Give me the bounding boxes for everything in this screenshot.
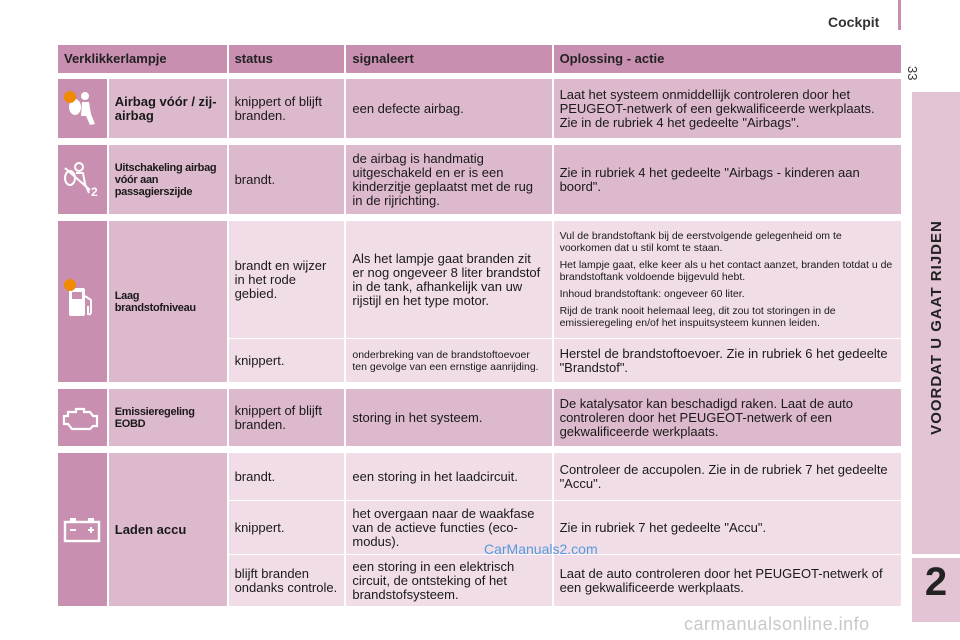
fuel-action-1 — [554, 221, 901, 339]
fuel-name: Laag brandstofniveau — [109, 221, 227, 383]
airbag-off-icon-cell — [58, 145, 107, 215]
passenger-airbag-action: Zie in rubriek 4 het gedeelte "Airbags - kinderen aan boord". — [554, 145, 901, 215]
warning-dot-icon — [64, 91, 76, 103]
fuel-action-line: Rijd de trank nooit helemaal leeg, dit zou tot storingen in de emissieregeling en/of het inspuitsysteem kunnen leiden. — [559, 305, 836, 329]
charging-status-1: brandt. — [229, 453, 345, 501]
fuel-icon-cell — [58, 221, 107, 383]
warning-dot-icon — [64, 279, 76, 291]
footer-watermark: carmanualsonline.info — [684, 614, 870, 634]
fuel-action-line: Het lampje gaat, elke keer als u het contact aanzet, branden totdat u de brandstoftank voldoende bijgevuld hebt. — [559, 259, 893, 283]
airbag-off-icon — [62, 160, 102, 200]
fuel-status-2: knippert. — [229, 339, 345, 383]
table-row — [58, 453, 901, 501]
charging-action-1: Controleer de accupolen. Zie in de rubriek 7 het gedeelte "Accu". — [554, 453, 901, 501]
charging-action-2: Zie in rubriek 7 het gedeelte "Accu". — [554, 501, 901, 555]
airbag-action: Laat het systeem onmiddellijk controleren door het PEUGEOT-netwerk of een gekwalificeerde werkplaats. Zie in de rubriek 4 het gedeelte "Airbags". — [554, 79, 901, 139]
side-tab-title: VOORDAT U GAAT RIJDEN — [927, 219, 945, 435]
table-row — [58, 79, 901, 139]
battery-icon — [63, 517, 101, 543]
fuel-action-line: Vul de brandstoftank bij de eerstvolgende gelegenheid om te voorkomen dat u stil komt te staan. — [559, 230, 842, 254]
table-row — [58, 221, 901, 339]
side-tab-divider — [912, 554, 960, 558]
header-status: status — [229, 45, 345, 73]
engine-icon-cell — [58, 389, 107, 447]
charging-signals-1: een storing in het laadcircuit. — [346, 453, 551, 501]
header-action: Oplossing - actie — [554, 45, 901, 73]
table-row — [58, 389, 901, 447]
charging-signals-3: een storing in een elektrisch circuit, de ontsteking of het brandstofsysteem. — [346, 555, 551, 607]
airbag-name: Airbag vóór / zij-airbag — [109, 79, 227, 139]
table-row — [58, 145, 901, 215]
charging-name: Laden accu — [109, 453, 227, 607]
eobd-name: Emissieregeling EOBD — [109, 389, 227, 447]
fuel-signals-2: onderbreking van de brandstoftoevoer ten gevolge van een ernstige aanrijding. — [346, 339, 551, 383]
table-header-row — [58, 45, 901, 73]
header-divider — [898, 0, 901, 30]
page-number: 33 — [905, 66, 920, 81]
engine-icon — [62, 404, 102, 432]
charging-status-2: knippert. — [229, 501, 345, 555]
charging-action-3: Laat de auto controleren door het PEUGEOT-netwerk of een gekwalificeerde werkplaats. — [554, 555, 901, 607]
svg-text:2: 2 — [91, 184, 99, 199]
chapter-side-tab — [912, 92, 960, 622]
charging-status-3: blijft branden ondanks controle. — [229, 555, 345, 607]
eobd-status: knippert of blijft branden. — [229, 389, 345, 447]
eobd-action: De katalysator kan beschadigd raken. Laat de auto controleren door het PEUGEOT-netwerk of een gekwalificeerde werkplaats. — [554, 389, 901, 447]
warning-lights-table — [56, 45, 903, 607]
fuel-action-line: Inhoud brandstoftank: ongeveer 60 liter. — [559, 288, 745, 300]
fuel-action-2: Herstel de brandstoftoevoer. Zie in rubriek 6 het gedeelte "Brandstof". — [554, 339, 901, 383]
passenger-airbag-name: Uitschakeling airbag vóór aan passagierszijde — [109, 145, 227, 215]
passenger-airbag-status: brandt. — [229, 145, 345, 215]
airbag-signals: een defecte airbag. — [346, 79, 551, 139]
battery-icon-cell — [58, 453, 107, 607]
airbag-status: knippert of blijft branden. — [229, 79, 345, 139]
charging-signals-2: het overgaan naar de waakfase van de actieve functies (eco-modus). — [346, 501, 551, 555]
header-signals: signaleert — [346, 45, 551, 73]
eobd-signals: storing in het systeem. — [346, 389, 551, 447]
chapter-number: 2 — [924, 560, 948, 604]
airbag-icon-cell — [58, 79, 107, 139]
header-warning-light: Verklikkerlampje — [58, 45, 227, 73]
fuel-signals-1: Als het lampje gaat branden zit er nog ongeveer 8 liter brandstof in de tank, afhankelijk van uw rijstijl en het type motor. — [346, 221, 551, 339]
section-title: Cockpit — [828, 14, 880, 30]
passenger-airbag-signals: de airbag is handmatig uitgeschakeld en er is een kinderzitje geplaatst met de rug in de rijrichting. — [346, 145, 551, 215]
fuel-status-1: brandt en wijzer in het rode gebied. — [229, 221, 345, 339]
watermark-text: CarManuals2.com — [484, 541, 598, 557]
